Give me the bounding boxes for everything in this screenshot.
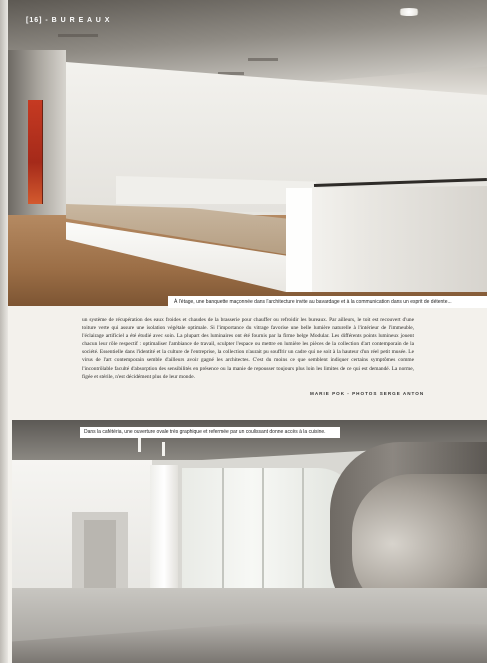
article-byline: MARIE POK - PHOTOS SERGE ANTON (310, 391, 425, 396)
article-body: un système de récupération des eaux froides et chaudes de la brasserie pour chauffer ou refroidir les bureaux. Par ailleurs, le toit est recouvert d'une toiture verte qui assure une isolation végétale optimale. Si l'importance du vitrage favorise une belle lumière naturelle à l'intérieur de l'immeuble, l'éclairage artificiel a été étudié avec soin. La plupart des luminaires ont été fournis par la firme belge Modular. Les différents points lumineux jouent chacun leur rôle respectif : optimaliser l'ambiance de travail, sculpter l'espace ou mettre en lumière les pièces de la collection d'art contemporain de la société. Essentielle dans l'identité et la culture de l'entreprise, la collection n'aurait pu souffrir un cadre qui ne soit à la hauteur d'un réel petit musée. Le virus de l'art contemporain semble d'ailleurs avoir gagné les architectes. C'est du moins ce que semblent indiquer certains symptômes comme l'incontrôlable faculté d'absorption des sensibilités en présence ou la manie de repousser toujours plus loin les limites de ce qui est demandé. La norme, figée et stérile, n'est décidément plus de leur monde. (82, 317, 414, 380)
red-artwork-panel (28, 100, 42, 204)
caption-top-photo: À l'étage, une banquette maçonnée dans l'architecture invite au bavardage et à la communication dans un esprit de détente... (168, 296, 487, 308)
balustrade-edge (286, 188, 312, 292)
page-number: [16] - B U R E A U X (26, 17, 111, 24)
window-mullion (262, 468, 264, 596)
window-mullion (222, 468, 224, 596)
ceiling-light (396, 8, 422, 16)
photo-cafeteria (12, 420, 487, 663)
doorway-interior (84, 520, 116, 590)
ceiling-light (162, 442, 165, 456)
ceiling-vent (58, 34, 98, 37)
ceiling-light (138, 438, 141, 452)
ceiling-vent (248, 58, 278, 61)
photo-office-banquette (8, 0, 487, 306)
caption-bottom-photo: Dans la cafétéria, une ouverture ovale très graphique et refermée par un coulissant donne accès à la cuisine. (80, 427, 340, 438)
window-mullion (302, 468, 304, 596)
stair-balustrade (286, 186, 487, 292)
page-gutter (0, 0, 8, 663)
